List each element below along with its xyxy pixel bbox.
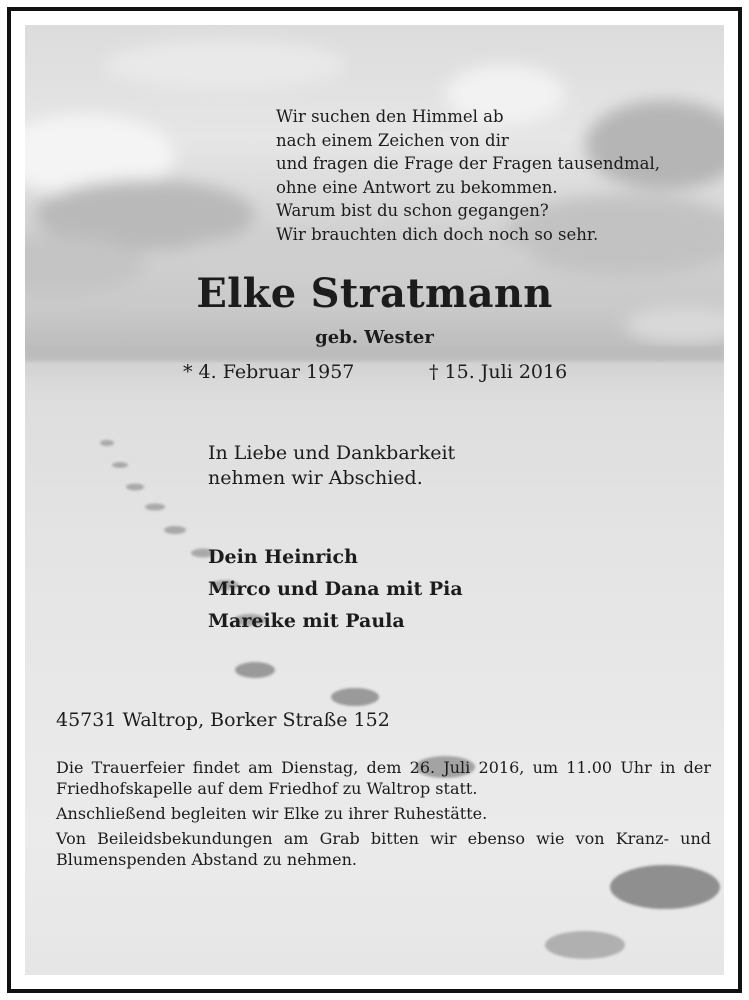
poem-line: Warum bist du schon gegangen? [276, 201, 549, 220]
funeral-information [56, 757, 711, 874]
death-date: † 15. Juli 2016 [429, 361, 568, 383]
poem-line: Wir brauchten dich doch noch so sehr. [276, 224, 599, 244]
mourner: Dein Heinrich [208, 546, 358, 568]
funeral-paragraph: Anschließend begleiten wir Elke zu ihrer Ruhestätte. [56, 804, 488, 823]
family-address: 45731 Waltrop, Borker Straße 152 [56, 709, 390, 731]
beach-footprints-photo [25, 25, 724, 975]
deceased-name: Elke Stratmann [196, 270, 553, 317]
farewell-line: nehmen wir Abschied. [208, 467, 423, 489]
poem-line: und fragen die Frage der Fragen tausendmal, [276, 154, 661, 173]
birth-name: geb. Wester [315, 327, 434, 348]
poem-line: ohne eine Antwort zu bekommen. [276, 177, 558, 197]
funeral-paragraph: Die Trauerfeier findet am Dienstag, dem 26. Juli 2016, um 11.00 Uhr in der Friedhofskapelle auf dem Friedhof zu Waltrop statt. [56, 758, 711, 798]
funeral-paragraph: Von Beileidsbekundungen am Grab bitten wir ebenso wie von Kranz- und Blumenspenden Abstand zu nehmen. [56, 829, 711, 869]
obituary-frame [7, 7, 742, 993]
mourner: Mareike mit Paula [208, 610, 405, 632]
poem [276, 105, 660, 246]
mourners-list [208, 541, 463, 637]
poem-line: nach einem Zeichen von dir [276, 130, 509, 150]
poem-line: Wir suchen den Himmel ab [276, 107, 504, 126]
mourner: Mirco und Dana mit Pia [208, 578, 463, 600]
farewell-text [208, 441, 455, 491]
birth-date: * 4. Februar 1957 [183, 361, 355, 383]
farewell-line: In Liebe und Dankbarkeit [208, 442, 456, 464]
